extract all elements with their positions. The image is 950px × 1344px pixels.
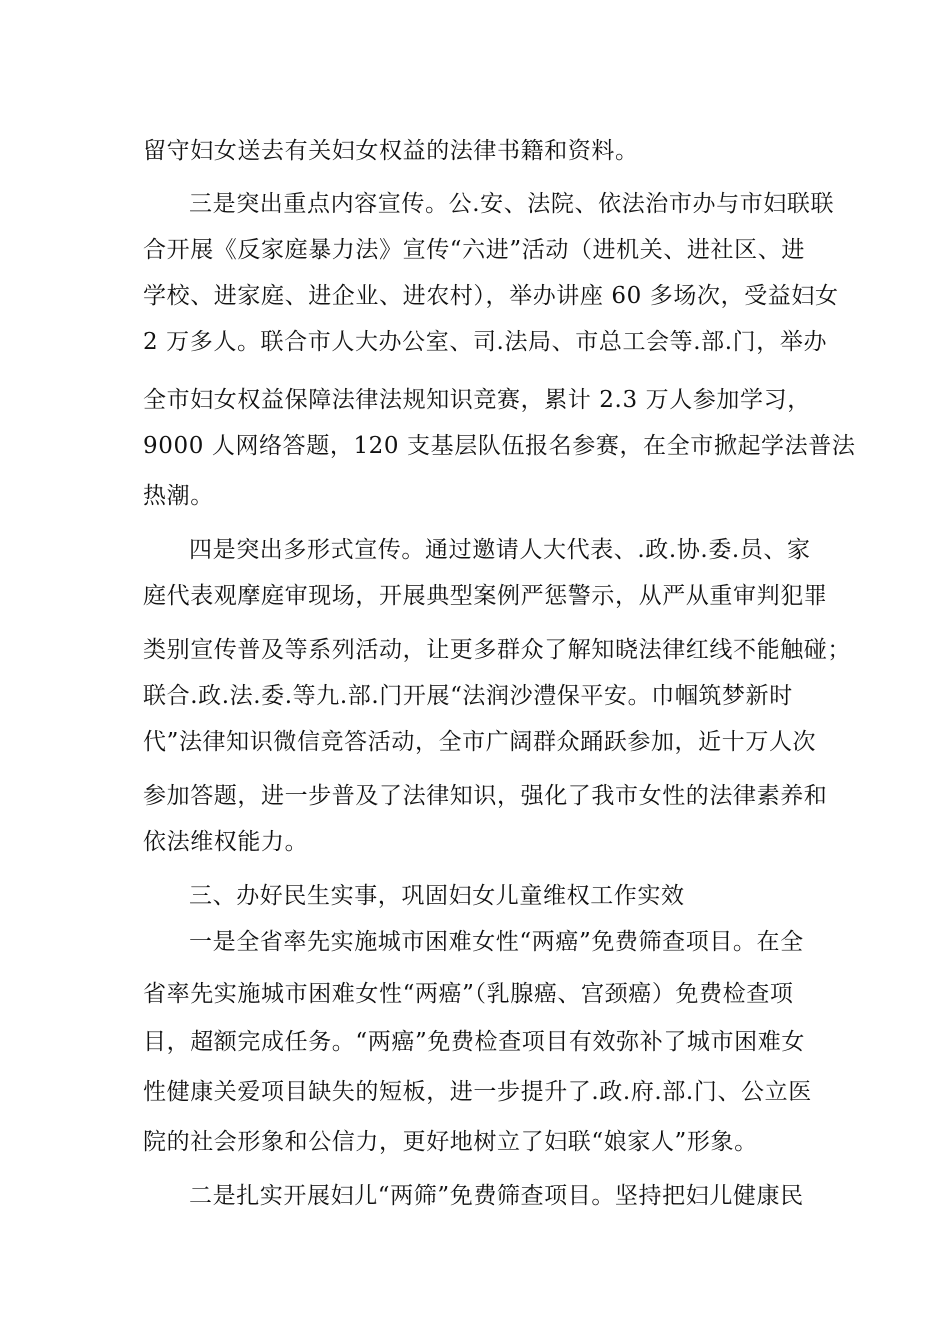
text-line: 省率先实施城市困难女性“两癌”（乳腺癌、宫颈癌）免费检查项 xyxy=(143,981,794,1007)
text-line: 学校、进家庭、进企业、进农村），举办讲座 60 多场次，受益妇女 xyxy=(143,283,839,309)
text-line: 目，超额完成任务。“两癌”免费检查项目有效弥补了城市困难女 xyxy=(143,1029,805,1055)
text-line: 热潮。 xyxy=(143,483,214,509)
text-line: 依法维权能力。 xyxy=(143,829,309,855)
paragraph-start: 一是全省率先实施城市困难女性“两癌”免费筛查项目。在全 xyxy=(189,929,804,955)
text-line: 9000 人网络答题，120 支基层队伍报名参赛，在全市掀起学法普法 xyxy=(143,433,856,459)
paragraph-start: 三是突出重点内容宣传。公.安、法院、依法治市办与市妇联联 xyxy=(189,191,835,217)
text-line: 合开展《反家庭暴力法》宣传“六进”活动（进机关、进社区、进 xyxy=(143,237,805,263)
paragraph-start: 二是扎实开展妇儿“两筛”免费筛查项目。坚持把妇儿健康民 xyxy=(189,1183,804,1209)
text-line: 参加答题，进一步普及了法律知识，强化了我市女性的法律素养和 xyxy=(143,783,828,809)
text-line: 性健康关爱项目缺失的短板，进一步提升了.政.府.部.门、公立医 xyxy=(143,1079,812,1105)
text-line: 庭代表观摩庭审现场，开展典型案例严惩警示，从严从重审判犯罪 xyxy=(143,583,828,609)
section-heading: 三、办好民生实事，巩固妇女儿童维权工作实效 xyxy=(189,883,685,909)
text-line: 2 万多人。联合市人大办公室、司.法局、市总工会等.部.门，举办 xyxy=(143,329,828,355)
text-line: 全市妇女权益保障法律法规知识竞赛，累计 2.3 万人参加学习， xyxy=(143,387,811,413)
text-line: 院的社会形象和公信力，更好地树立了妇联“娘家人”形象。 xyxy=(143,1129,758,1155)
text-line: 代”法律知识微信竞答活动，全市广阔群众踊跃参加，近十万人次 xyxy=(143,729,817,755)
text-line: 类别宣传普及等系列活动，让更多群众了解知晓法律红线不能触碰； xyxy=(143,637,851,663)
text-line: 联合.政.法.委.等九.部.门开展“法润沙澧保平安。巾帼筑梦新时 xyxy=(143,683,793,709)
paragraph-start: 四是突出多形式宣传。通过邀请人大代表、.政.协.委.员、家 xyxy=(189,537,811,563)
text-line: 留守妇女送去有关妇女权益的法律书籍和资料。 xyxy=(143,138,639,164)
